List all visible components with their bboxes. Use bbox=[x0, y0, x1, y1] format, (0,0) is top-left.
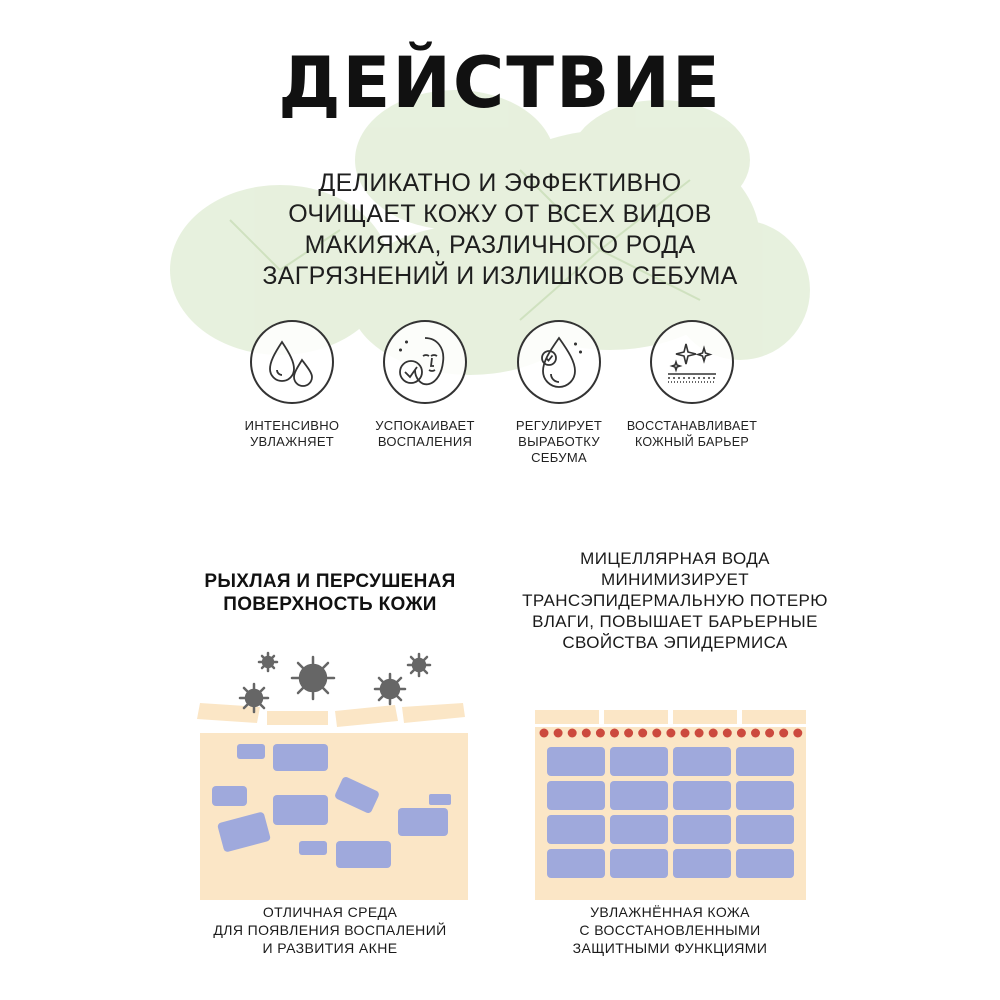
lipid-dot bbox=[751, 729, 760, 738]
benefit-label-line: УВЛАЖНЯЕТ bbox=[249, 434, 335, 449]
left-caption-line: И РАЗВИТИЯ АКНЕ bbox=[262, 940, 398, 956]
skin-cell bbox=[398, 808, 448, 836]
bacteria-icon bbox=[292, 657, 334, 699]
lipid-dot bbox=[737, 729, 746, 738]
skin-cell bbox=[610, 747, 668, 776]
right-panel-caption bbox=[520, 903, 820, 957]
skin-cell bbox=[736, 815, 794, 844]
lipid-dot bbox=[666, 729, 675, 738]
skin-flake bbox=[335, 705, 398, 727]
right-caption-line: ЗАЩИТНЫМИ ФУНКЦИЯМИ bbox=[572, 940, 768, 956]
left-panel-title-line: РЫХЛАЯ И ПЕРСУШЕНАЯ bbox=[204, 571, 456, 592]
skin-cell bbox=[299, 841, 327, 855]
left-panel-title bbox=[160, 570, 500, 616]
skin-top-tile bbox=[673, 710, 737, 724]
skin-cell bbox=[736, 747, 794, 776]
benefit-label-line: ВОСПАЛЕНИЯ bbox=[377, 434, 473, 449]
lipid-dot bbox=[624, 729, 633, 738]
right-panel-text-line: ВЛАГИ, ПОВЫШАЕТ БАРЬЕРНЫЕ bbox=[532, 612, 818, 631]
benefit-label-line: ИНТЕНСИВНО bbox=[244, 418, 340, 433]
bacteria-icon bbox=[240, 684, 268, 712]
benefit-label-soothe bbox=[350, 418, 500, 450]
benefit-label-line: УСПОКАИВАЕТ bbox=[375, 418, 475, 433]
skin-top-tile bbox=[604, 710, 668, 724]
skin-cell bbox=[610, 849, 668, 878]
skin-cell bbox=[736, 849, 794, 878]
benefit-label-line: РЕГУЛИРУЕТ bbox=[515, 418, 603, 433]
lipid-dot bbox=[596, 729, 605, 738]
sebum-drop-icon bbox=[517, 320, 601, 404]
lipid-dot bbox=[765, 729, 774, 738]
lipid-dot bbox=[554, 729, 563, 738]
skin-cell bbox=[547, 781, 605, 810]
skin-cell bbox=[547, 815, 605, 844]
lipid-dot bbox=[568, 729, 577, 738]
left-caption-line: ОТЛИЧНАЯ СРЕДА bbox=[262, 904, 398, 920]
lipid-dot bbox=[582, 729, 591, 738]
bacteria-icon bbox=[259, 653, 277, 671]
left-panel-caption bbox=[180, 903, 480, 957]
skin-top-tile bbox=[535, 710, 599, 724]
skin-flake bbox=[267, 711, 328, 725]
lipid-dot bbox=[681, 729, 690, 738]
right-panel-text-line: СВОЙСТВА ЭПИДЕРМИСА bbox=[562, 633, 788, 652]
skin-flake bbox=[402, 703, 465, 723]
bacteria-icon bbox=[408, 654, 430, 676]
skin-cell bbox=[237, 744, 265, 759]
skin-cell bbox=[429, 794, 451, 805]
lipid-dot bbox=[652, 729, 661, 738]
left-caption-line: ДЛЯ ПОЯВЛЕНИЯ ВОСПАЛЕНИЙ bbox=[213, 922, 447, 938]
skin-cell bbox=[273, 744, 328, 771]
lipid-dot bbox=[695, 729, 704, 738]
lipid-dot bbox=[793, 729, 802, 738]
skin-cell bbox=[547, 849, 605, 878]
subtitle-line: ОЧИЩАЕТ КОЖУ ОТ ВСЕХ ВИДОВ bbox=[288, 200, 712, 228]
skin-cell bbox=[336, 841, 391, 868]
lipid-dot bbox=[638, 729, 647, 738]
subtitle-line: ЗАГРЯЗНЕНИЙ И ИЗЛИШКОВ СЕБУМА bbox=[262, 262, 738, 290]
benefit-label-line: ВОССТАНАВЛИВАЕТ bbox=[626, 419, 758, 433]
benefit-label-sebum bbox=[484, 418, 634, 466]
skin-cell bbox=[673, 849, 731, 878]
right-panel-text-line: ТРАНСЭПИДЕРМАЛЬНУЮ ПОТЕРЮ bbox=[522, 591, 828, 610]
lipid-dot bbox=[779, 729, 788, 738]
lipid-dot bbox=[610, 729, 619, 738]
skin-barrier-sparkle-icon bbox=[650, 320, 734, 404]
benefit-label-barrier bbox=[617, 418, 767, 450]
lipid-dot bbox=[540, 729, 549, 738]
skin-cell bbox=[736, 781, 794, 810]
bacteria-icon bbox=[375, 674, 405, 704]
skin-top-tile bbox=[742, 710, 806, 724]
benefit-label-line: КОЖНЫЙ БАРЬЕР bbox=[634, 435, 750, 449]
water-drops-icon bbox=[250, 320, 334, 404]
right-panel-text-line: МИНИМИЗИРУЕТ bbox=[600, 570, 750, 589]
skin-cell bbox=[212, 786, 247, 806]
skin-cell bbox=[610, 781, 668, 810]
right-caption-line: С ВОССТАНОВЛЕННЫМИ bbox=[579, 922, 761, 938]
right-panel-text-line: МИЦЕЛЛЯРНАЯ ВОДА bbox=[580, 549, 770, 568]
benefit-label-line: СЕБУМА bbox=[531, 450, 587, 465]
skin-cell bbox=[610, 815, 668, 844]
skin-cell bbox=[273, 795, 328, 825]
benefit-label-line: ВЫРАБОТКУ bbox=[518, 434, 600, 449]
lipid-dot bbox=[723, 729, 732, 738]
left-panel-title-line: ПОВЕРХНОСТЬ КОЖИ bbox=[223, 594, 437, 615]
subtitle-line: МАКИЯЖА, РАЗЛИЧНОГО РОДА bbox=[304, 231, 696, 259]
skin-cell bbox=[547, 747, 605, 776]
lipid-dot bbox=[709, 729, 718, 738]
page-title: ДЕЙСТВИЕ bbox=[278, 42, 722, 124]
benefit-label-moisturize bbox=[217, 418, 367, 450]
right-caption-line: УВЛАЖНЁННАЯ КОЖА bbox=[590, 904, 750, 920]
skin-cell bbox=[673, 815, 731, 844]
calm-face-icon bbox=[383, 320, 467, 404]
right-panel-text bbox=[480, 548, 870, 653]
skin-cell bbox=[673, 781, 731, 810]
subtitle-line: ДЕЛИКАТНО И ЭФФЕКТИВНО bbox=[318, 169, 682, 197]
healthy-skin-illustration bbox=[535, 710, 807, 900]
damaged-skin-illustration bbox=[195, 645, 475, 900]
skin-cell bbox=[673, 747, 731, 776]
page-subtitle bbox=[200, 168, 800, 292]
